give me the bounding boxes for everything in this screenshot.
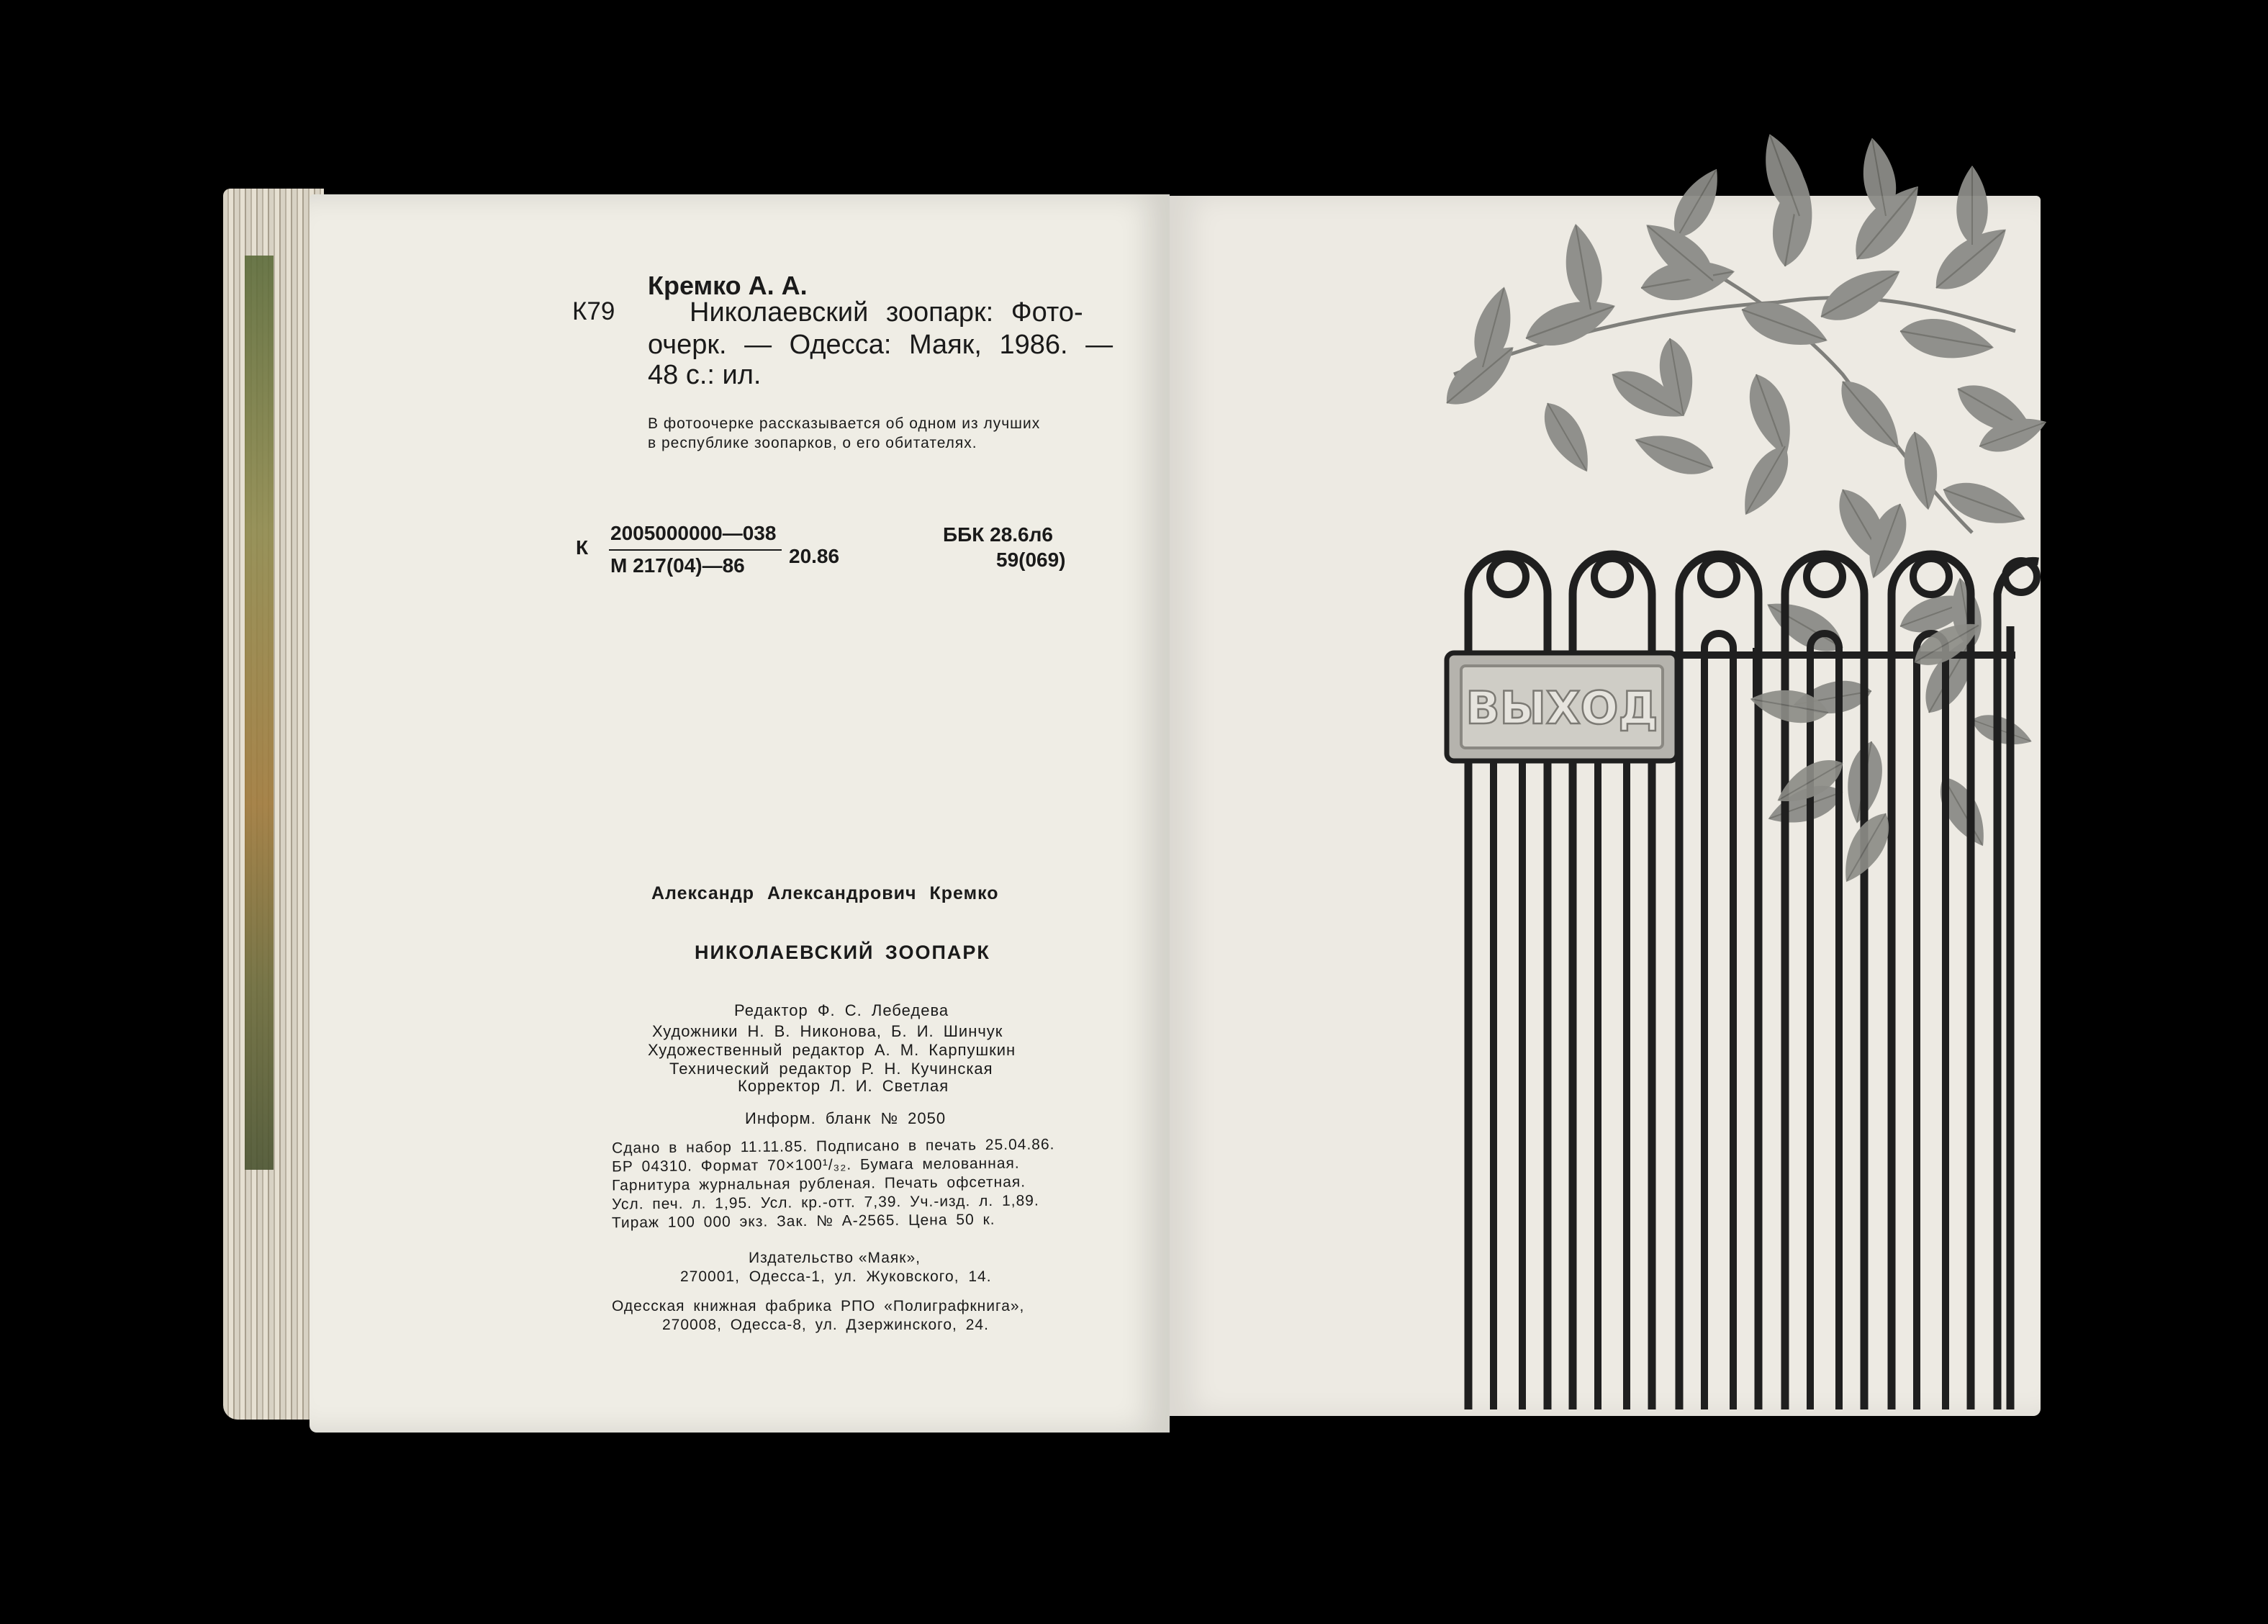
publisher-name: Издательство «Маяк», — [749, 1250, 921, 1266]
credit-editor: Редактор Ф. С. Лебедева — [734, 1001, 949, 1019]
book-title: НИКОЛАЕВСКИЙ ЗООПАРК — [695, 942, 990, 963]
bbk-line-1: ББК 28.6л6 — [943, 523, 1053, 546]
print-info-line: БР 04310. Формат 70×100¹/₃₂. Бумага мелованная. — [611, 1155, 1020, 1176]
print-info-line: Сдано в набор 11.11.85. Подписано в печать 25.04.86. — [611, 1136, 1055, 1157]
print-info-line: Усл. печ. л. 1,95. Усл. кр.-отт. 7,39. Уч.-изд. л. 1,89. — [611, 1192, 1039, 1213]
index-denominator: М 217(04)—86 — [610, 554, 745, 577]
bibliographic-line-2: очерк. — Одесса: Маяк, 1986. — — [648, 330, 1113, 360]
annotation-line-1: В фотоочерке рассказывается об одном из лучших — [648, 415, 1041, 432]
credit-art-editor: Художественный редактор А. М. Карпушкин — [648, 1041, 1016, 1059]
author-heading: Кремко А. А. — [648, 271, 808, 300]
index-letter: К — [576, 536, 589, 559]
annotation-line-2: в республике зоопарков, о его обитателях. — [648, 435, 977, 451]
inform-blank: Информ. бланк № 2050 — [745, 1109, 946, 1127]
factory-address: 270008, Одесса-8, ул. Дзержинского, 24. — [662, 1317, 989, 1333]
bbk-line-2: 59(069) — [996, 549, 1066, 571]
bibliographic-line-3: 48 с.: ил. — [648, 360, 762, 390]
leaves-top — [1436, 128, 2051, 584]
bibliographic-line-1: Николаевский зоопарк: Фото- — [690, 297, 1083, 328]
print-info-line: Тираж 100 000 экз. Зак. № А-2565. Цена 50 к. — [611, 1211, 995, 1232]
credit-artists: Художники Н. В. Никонова, Б. И. Шинчук — [652, 1022, 1003, 1040]
exit-sign-text: ВЫХОД — [1465, 682, 1658, 734]
catalog-code: К79 — [572, 297, 615, 325]
exit-sign — [1447, 653, 1677, 761]
factory-name: Одесская книжная фабрика РПО «Полиграфкнига», — [612, 1298, 1025, 1314]
credit-proofreader: Корректор Л. И. Светлая — [738, 1077, 949, 1095]
credit-tech-editor: Технический редактор Р. Н. Кучинская — [669, 1060, 993, 1078]
publisher-address: 270001, Одесса-1, ул. Жуковского, 14. — [680, 1268, 992, 1285]
print-info-line: Гарнитура журнальная рубленая. Печать офсетная. — [611, 1173, 1026, 1194]
index-suffix: 20.86 — [789, 545, 840, 567]
author-full-name: Александр Александрович Кремко — [651, 883, 999, 903]
index-numerator: 2005000000—038 — [610, 522, 777, 544]
